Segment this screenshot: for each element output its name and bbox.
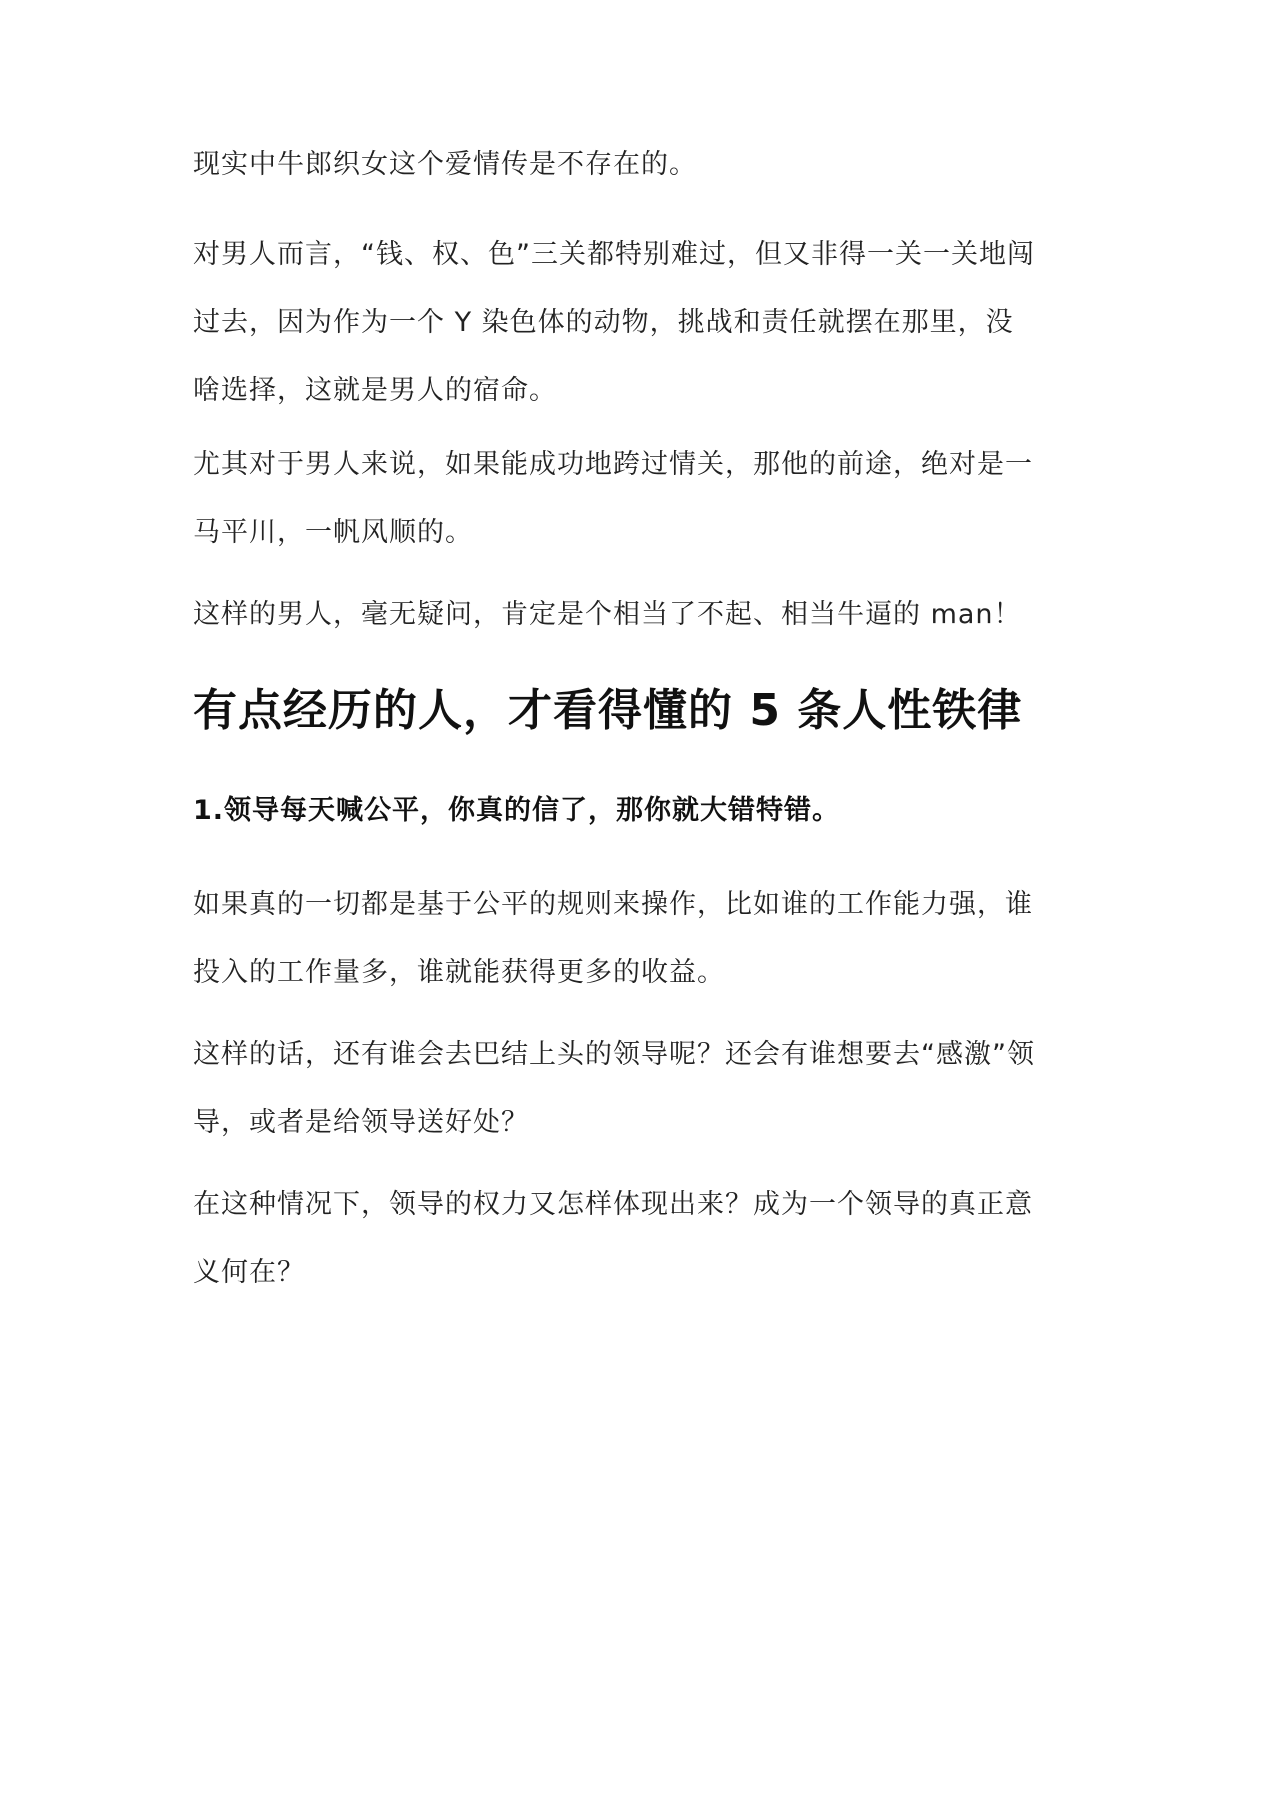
paragraph-line: 马平川，一帆风顺的。 (193, 517, 473, 548)
section-heading: 有点经历的人，才看得懂的 5 条人性铁律 (193, 685, 1023, 736)
paragraph-5 (193, 871, 1093, 1007)
paragraph-line: 对男人而言，“钱、权、色”三关都特别难过，但又非得一关一关地闯 (193, 239, 1035, 270)
paragraph-1 (193, 131, 1093, 199)
section-subheading: 1.领导每天喊公平，你真的信了，那你就大错特错。 (193, 795, 841, 826)
paragraph-7 (193, 1171, 1093, 1307)
paragraph-line: 投入的工作量多，谁就能获得更多的收益。 (193, 957, 725, 988)
paragraph-2 (193, 221, 1093, 425)
paragraph-6 (193, 1021, 1093, 1157)
paragraph-line: 现实中牛郎织女这个爱情传是不存在的。 (193, 149, 697, 180)
paragraph-line: 在这种情况下，领导的权力又怎样体现出来？成为一个领导的真正意 (193, 1189, 1033, 1220)
paragraph-line: 这样的男人，毫无疑问，肯定是个相当了不起、相当牛逼的 man！ (193, 599, 1022, 630)
paragraph-4 (193, 581, 1093, 649)
paragraph-line: 过去，因为作为一个 Y 染色体的动物，挑战和责任就摆在那里，没 (193, 307, 1014, 338)
paragraph-line: 啥选择，这就是男人的宿命。 (193, 375, 557, 406)
paragraph-line: 这样的话，还有谁会去巴结上头的领导呢？还会有谁想要去“感激”领 (193, 1039, 1035, 1070)
paragraph-3 (193, 431, 1093, 567)
paragraph-line: 导，或者是给领导送好处？ (193, 1107, 529, 1138)
paragraph-line: 如果真的一切都是基于公平的规则来操作，比如谁的工作能力强，谁 (193, 889, 1033, 920)
paragraph-line: 尤其对于男人来说，如果能成功地跨过情关，那他的前途，绝对是一 (193, 449, 1033, 480)
paragraph-line: 义何在？ (193, 1257, 305, 1288)
